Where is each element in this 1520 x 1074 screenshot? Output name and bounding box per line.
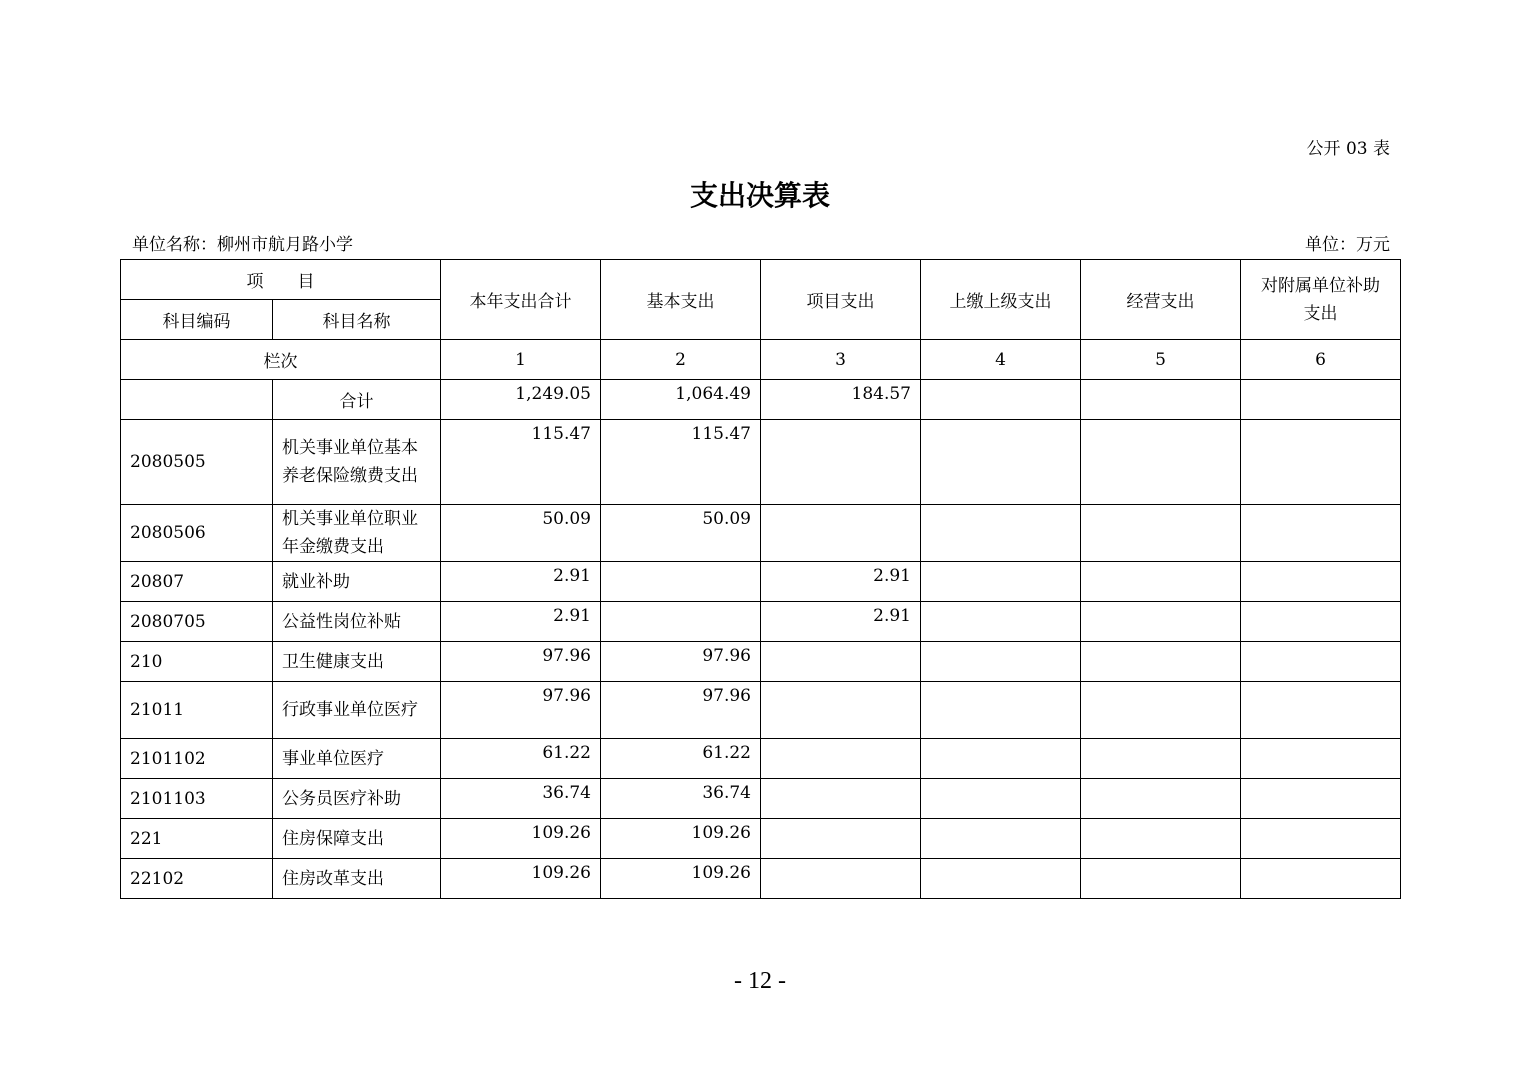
project-cell (761, 739, 921, 779)
total-cell: 109.26 (441, 819, 601, 859)
column-order-label: 栏次 (121, 340, 441, 380)
subject-code-cell: 2101103 (121, 779, 273, 819)
subject-code-cell: 210 (121, 642, 273, 682)
business-cell (1081, 682, 1241, 739)
subject-code-cell: 22102 (121, 859, 273, 899)
project-cell: 184.57 (761, 380, 921, 420)
basic-cell: 109.26 (601, 859, 761, 899)
header-basic: 基本支出 (601, 260, 761, 340)
subject-code-cell: 21011 (121, 682, 273, 739)
subject-name-cell: 公务员医疗补助 (273, 779, 441, 819)
expenditure-table (120, 259, 1401, 899)
basic-cell (601, 602, 761, 642)
total-cell: 97.96 (441, 642, 601, 682)
subsidy-cell (1241, 602, 1401, 642)
business-cell (1081, 739, 1241, 779)
header-business: 经营支出 (1081, 260, 1241, 340)
business-cell (1081, 642, 1241, 682)
total-code-cell (121, 380, 273, 420)
business-cell (1081, 562, 1241, 602)
total-cell: 36.74 (441, 779, 601, 819)
column-number: 3 (761, 340, 921, 380)
total-cell: 97.96 (441, 682, 601, 739)
table-row (121, 562, 1401, 602)
project-cell (761, 505, 921, 562)
table-row (121, 682, 1401, 739)
subsidy-cell (1241, 642, 1401, 682)
subject-name-cell: 卫生健康支出 (273, 642, 441, 682)
business-cell (1081, 505, 1241, 562)
subsidy-cell (1241, 682, 1401, 739)
upper-cell (921, 505, 1081, 562)
basic-cell: 109.26 (601, 819, 761, 859)
business-cell (1081, 779, 1241, 819)
upper-cell (921, 682, 1081, 739)
subject-name-cell: 机关事业单位职业年金缴费支出 (273, 505, 441, 562)
column-number: 5 (1081, 340, 1241, 380)
total-cell: 115.47 (441, 420, 601, 505)
table-row (121, 642, 1401, 682)
upper-cell (921, 779, 1081, 819)
subsidy-cell (1241, 859, 1401, 899)
upper-cell (921, 562, 1081, 602)
subsidy-cell (1241, 739, 1401, 779)
subject-code-cell: 2101102 (121, 739, 273, 779)
total-cell: 1,249.05 (441, 380, 601, 420)
project-cell (761, 859, 921, 899)
column-number: 4 (921, 340, 1081, 380)
total-cell: 61.22 (441, 739, 601, 779)
total-row (121, 380, 1401, 420)
page-number: - 12 - (734, 968, 786, 994)
header-subsidy: 对附属单位补助支出 (1241, 260, 1401, 340)
header-upper: 上缴上级支出 (921, 260, 1081, 340)
project-cell (761, 642, 921, 682)
upper-cell (921, 380, 1081, 420)
subsidy-cell (1241, 819, 1401, 859)
business-cell (1081, 859, 1241, 899)
subsidy-cell (1241, 505, 1401, 562)
page-title: 支出决算表 (689, 179, 830, 212)
currency-unit: 单位：万元 (1305, 235, 1390, 255)
project-cell: 2.91 (761, 562, 921, 602)
business-cell (1081, 819, 1241, 859)
subsidy-cell (1241, 380, 1401, 420)
upper-cell (921, 420, 1081, 505)
subject-code-cell: 221 (121, 819, 273, 859)
subsidy-cell (1241, 420, 1401, 505)
column-number: 6 (1241, 340, 1401, 380)
form-number: 公开 03 表 (1306, 139, 1390, 159)
subject-code-cell: 20807 (121, 562, 273, 602)
table-row (121, 779, 1401, 819)
total-cell: 109.26 (441, 859, 601, 899)
table-row (121, 739, 1401, 779)
basic-cell: 50.09 (601, 505, 761, 562)
basic-cell: 1,064.49 (601, 380, 761, 420)
upper-cell (921, 642, 1081, 682)
subject-name-cell: 机关事业单位基本养老保险缴费支出 (273, 420, 441, 505)
subject-name-cell: 公益性岗位补贴 (273, 602, 441, 642)
upper-cell (921, 819, 1081, 859)
business-cell (1081, 420, 1241, 505)
project-cell: 2.91 (761, 602, 921, 642)
subject-name-cell: 住房改革支出 (273, 859, 441, 899)
subject-name-cell: 行政事业单位医疗 (273, 682, 441, 739)
total-cell: 2.91 (441, 562, 601, 602)
upper-cell (921, 602, 1081, 642)
basic-cell: 61.22 (601, 739, 761, 779)
project-cell (761, 819, 921, 859)
basic-cell: 97.96 (601, 682, 761, 739)
basic-cell: 97.96 (601, 642, 761, 682)
subsidy-cell (1241, 562, 1401, 602)
table-row (121, 420, 1401, 505)
subject-name-cell: 住房保障支出 (273, 819, 441, 859)
subject-name-cell: 就业补助 (273, 562, 441, 602)
header-total: 本年支出合计 (441, 260, 601, 340)
project-cell (761, 420, 921, 505)
header-project: 项目支出 (761, 260, 921, 340)
basic-cell: 36.74 (601, 779, 761, 819)
subject-code-cell: 2080506 (121, 505, 273, 562)
business-cell (1081, 602, 1241, 642)
business-cell (1081, 380, 1241, 420)
table-row (121, 819, 1401, 859)
basic-cell: 115.47 (601, 420, 761, 505)
subject-code-cell: 2080705 (121, 602, 273, 642)
header-subject-name: 科目名称 (273, 300, 441, 340)
total-cell: 50.09 (441, 505, 601, 562)
basic-cell (601, 562, 761, 602)
header-item: 项 目 (121, 260, 441, 300)
table-row (121, 505, 1401, 562)
table-row (121, 859, 1401, 899)
subject-code-cell: 2080505 (121, 420, 273, 505)
total-cell: 2.91 (441, 602, 601, 642)
upper-cell (921, 739, 1081, 779)
table-row (121, 602, 1401, 642)
project-cell (761, 779, 921, 819)
subsidy-cell (1241, 779, 1401, 819)
subject-name-cell: 事业单位医疗 (273, 739, 441, 779)
header-subject-code: 科目编码 (121, 300, 273, 340)
upper-cell (921, 859, 1081, 899)
unit-name: 单位名称：柳州市航月路小学 (132, 235, 353, 255)
column-number: 1 (441, 340, 601, 380)
project-cell (761, 682, 921, 739)
column-number: 2 (601, 340, 761, 380)
total-label: 合计 (273, 380, 441, 420)
